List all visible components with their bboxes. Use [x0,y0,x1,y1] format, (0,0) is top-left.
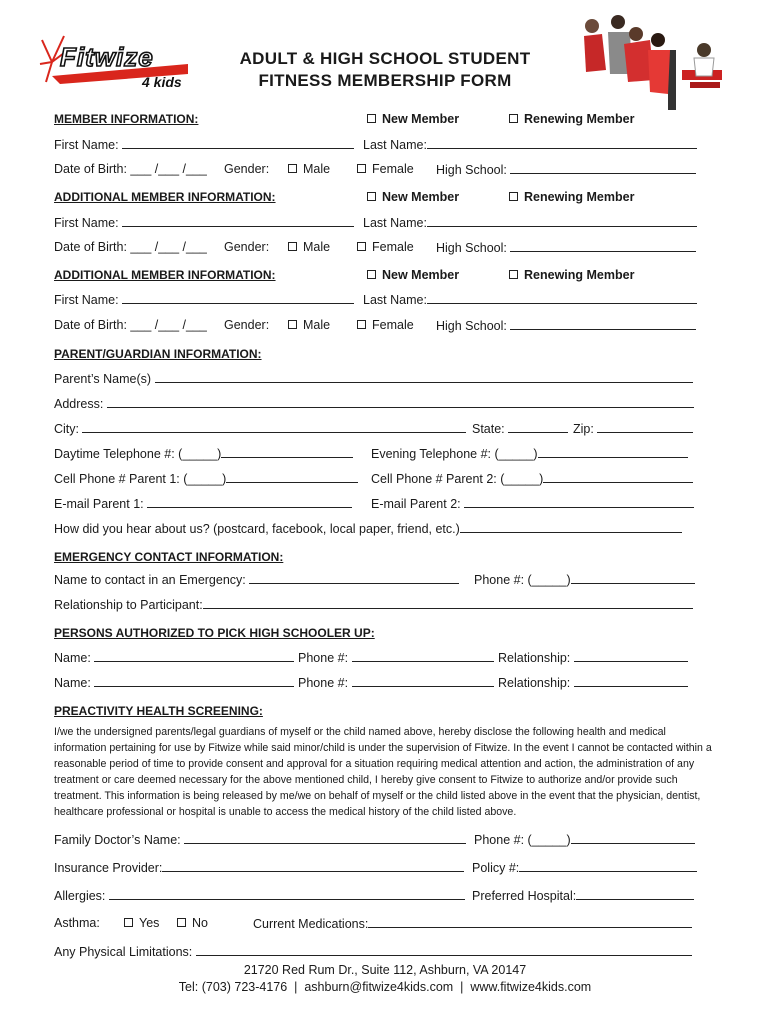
doctor-field[interactable] [54,831,466,848]
renewing-member-label: Renewing Member [524,112,635,126]
city-field[interactable] [54,420,466,437]
male-option-3[interactable] [288,317,330,333]
asthma-label: Asthma: [54,916,100,930]
last-name-field-2[interactable] [363,214,697,231]
eve-phone-field[interactable] [371,445,688,462]
additional-member-2-heading: ADDITIONAL MEMBER INFORMATION: [54,268,276,282]
health-heading: PREACTIVITY HEALTH SCREENING: [54,704,263,718]
pickup-relationship-field-2[interactable] [498,674,688,691]
male-checkbox-2[interactable] [288,242,297,251]
title-line-1: ADULT & HIGH SCHOOL STUDENT [239,49,531,68]
new-member-label: New Member [382,112,460,126]
policy-field[interactable] [472,859,697,876]
address-field[interactable] [54,395,694,412]
insurance-field[interactable] [54,859,464,876]
asthma-no-label: No [192,916,208,930]
renewing-member-checkbox-3[interactable] [509,270,518,279]
email1-label: E-mail Parent 1: [54,497,144,511]
cell1-field[interactable] [54,470,358,487]
renewing-member-option-2[interactable] [509,189,634,205]
footer-contact: Tel: (703) 723-4176 | ashburn@fitwize4kids.com | www.fitwize4kids.com [178,980,592,994]
email2-label: E-mail Parent 2: [371,497,461,511]
last-name-label-2: Last Name: [363,216,427,230]
asthma-no-checkbox[interactable] [177,918,186,927]
male-option-2[interactable] [288,239,330,255]
doctor-phone-label: Phone #: (_____) [474,833,571,847]
renewing-member-checkbox[interactable] [509,114,518,123]
new-member-label-2: New Member [382,190,460,204]
male-checkbox[interactable] [288,164,297,173]
dob-field-3[interactable]: Date of Birth: ___ /___ /___ [54,318,207,332]
male-option[interactable] [288,161,330,177]
hospital-label: Preferred Hospital: [472,889,577,903]
renewing-member-option[interactable] [509,111,634,127]
new-member-option-2[interactable] [367,189,459,205]
high-school-field-3[interactable] [436,317,696,334]
emergency-phone-field[interactable] [474,571,695,588]
email1-field[interactable] [54,495,352,512]
athletes-photo [572,10,732,114]
allergies-field[interactable] [54,887,465,904]
female-label: Female [372,162,414,176]
female-option[interactable] [357,161,414,177]
last-name-field[interactable] [363,136,697,153]
cell1-label: Cell Phone # Parent 1: (_____) [54,472,227,486]
first-name-field-3[interactable] [54,291,354,308]
high-school-label: High School: [436,163,507,177]
hear-about-field[interactable] [54,520,682,537]
gender-label-2: Gender: [224,240,270,254]
allergies-label: Allergies: [54,889,106,903]
female-label-2: Female [372,240,414,254]
female-checkbox-3[interactable] [357,320,366,329]
new-member-option-3[interactable] [367,267,459,283]
first-name-field-2[interactable] [54,214,354,231]
cell2-label: Cell Phone # Parent 2: (_____) [371,472,544,486]
renewing-member-label-2: Renewing Member [524,190,635,204]
new-member-label-3: New Member [382,268,460,282]
insurance-label: Insurance Provider: [54,861,163,875]
emergency-relationship-field[interactable] [54,596,693,613]
new-member-option[interactable] [367,111,459,127]
female-label-3: Female [372,318,414,332]
state-field[interactable] [472,420,568,437]
renewing-member-label-3: Renewing Member [524,268,635,282]
last-name-field-3[interactable] [363,291,697,308]
logo-suffix: 4 kids [142,74,182,90]
pickup-relationship-label-1: Relationship: [498,651,571,665]
eve-phone-label: Evening Telephone #: (_____) [371,447,538,461]
pickup-phone-label-2: Phone #: [298,676,349,690]
first-name-label-3: First Name: [54,293,119,307]
pickup-name-field-2[interactable] [54,674,294,691]
medications-field[interactable] [253,915,692,932]
asthma-yes-option[interactable] [124,915,159,931]
gender-label: Gender: [224,162,270,176]
female-checkbox-2[interactable] [357,242,366,251]
health-consent-paragraph: I/we the undersigned parents/legal guardians of myself or the child named above, hereby disclose the following health and medical information pertaining for use by Fitwize while said minor/child is under the supervision of Fitwize. In the event I cannot be contacted within a reasonable period of time to provide consent and approval for a situation requiring medical attention and action, the administration of any treatment or care deemed necessary for the above mentioned child, I hereby give consent to Fitwize to authorize and/or provide such treatment. This information is being released by me/we on behalf of myself or the child listed above in the event that the physician, dentist, healthcare professional or hospital is unable to access the medical history of the child listed above. [54,726,712,818]
footer-address: 21720 Red Rum Dr., Suite 112, Ashburn, VA 20147 [243,963,527,977]
emergency-heading: EMERGENCY CONTACT INFORMATION: [54,550,284,564]
dob-field[interactable]: Date of Birth: ___ /___ /___ [54,162,207,176]
female-checkbox[interactable] [357,164,366,173]
zip-field[interactable] [573,420,693,437]
male-label-3: Male [303,318,331,332]
high-school-field-2[interactable] [436,239,696,256]
last-name-label: Last Name: [363,138,427,152]
new-member-checkbox-2[interactable] [367,192,376,201]
female-option-2[interactable] [357,239,414,255]
parent-names-field[interactable] [54,370,693,387]
new-member-checkbox-3[interactable] [367,270,376,279]
last-name-label-3: Last Name: [363,293,427,307]
pickup-phone-field-1[interactable] [298,649,494,666]
member-info-heading: MEMBER INFORMATION: [54,112,199,126]
pickup-name-label-1: Name: [54,651,91,665]
asthma-yes-checkbox[interactable] [124,918,133,927]
state-label: State: [472,422,505,436]
medications-label: Current Medications: [253,917,369,931]
pickup-phone-label-1: Phone #: [298,651,349,665]
footer [0,962,770,996]
policy-label: Policy #: [472,861,520,875]
hospital-field[interactable] [472,887,694,904]
pickup-name-label-2: Name: [54,676,91,690]
first-name-field[interactable] [54,136,354,153]
day-phone-field[interactable] [54,445,353,462]
first-name-label: First Name: [54,138,119,152]
doctor-phone-field[interactable] [474,831,695,848]
doctor-label: Family Doctor’s Name: [54,833,181,847]
cell2-field[interactable] [371,470,693,487]
limitations-label: Any Physical Limitations: [54,945,193,959]
pickup-heading: PERSONS AUTHORIZED TO PICK HIGH SCHOOLER UP: [54,626,375,640]
dob-field-2[interactable]: Date of Birth: ___ /___ /___ [54,240,207,254]
additional-member-1-heading: ADDITIONAL MEMBER INFORMATION: [54,190,276,204]
pickup-relationship-label-2: Relationship: [498,676,571,690]
new-member-checkbox[interactable] [367,114,376,123]
asthma-yes-label: Yes [139,916,160,930]
hear-about-label: How did you hear about us? (postcard, facebook, local paper, friend, etc.) [54,522,460,536]
zip-label: Zip: [573,422,594,436]
high-school-label-3: High School: [436,319,507,333]
high-school-label-2: High School: [436,241,507,255]
asthma-no-option[interactable] [177,915,208,931]
emergency-phone-label: Phone #: (_____) [474,573,571,587]
pickup-name-field-1[interactable] [54,649,294,666]
male-label-2: Male [303,240,331,254]
emergency-name-field[interactable] [54,571,459,588]
female-option-3[interactable] [357,317,414,333]
day-phone-label: Daytime Telephone #: (_____) [54,447,222,461]
parent-names-label: Parent’s Name(s) [54,372,152,386]
gender-label-3: Gender: [224,318,270,332]
pickup-relationship-field-1[interactable] [498,649,688,666]
title-line-2: FITNESS MEMBERSHIP FORM [258,71,512,90]
parent-info-heading: PARENT/GUARDIAN INFORMATION: [54,347,262,361]
limitations-field[interactable] [54,943,692,960]
pickup-phone-field-2[interactable] [298,674,494,691]
email2-field[interactable] [371,495,694,512]
emergency-relationship-label: Relationship to Participant: [54,598,203,612]
logo [38,30,198,94]
page-title [200,48,570,92]
male-checkbox-3[interactable] [288,320,297,329]
renewing-member-checkbox-2[interactable] [509,192,518,201]
logo-brand: Fitwize [60,42,154,72]
emergency-name-label: Name to contact in an Emergency: [54,573,246,587]
high-school-field[interactable] [436,161,696,178]
first-name-label-2: First Name: [54,216,119,230]
male-label: Male [303,162,331,176]
address-label: Address: [54,397,104,411]
city-label: City: [54,422,79,436]
renewing-member-option-3[interactable] [509,267,634,283]
